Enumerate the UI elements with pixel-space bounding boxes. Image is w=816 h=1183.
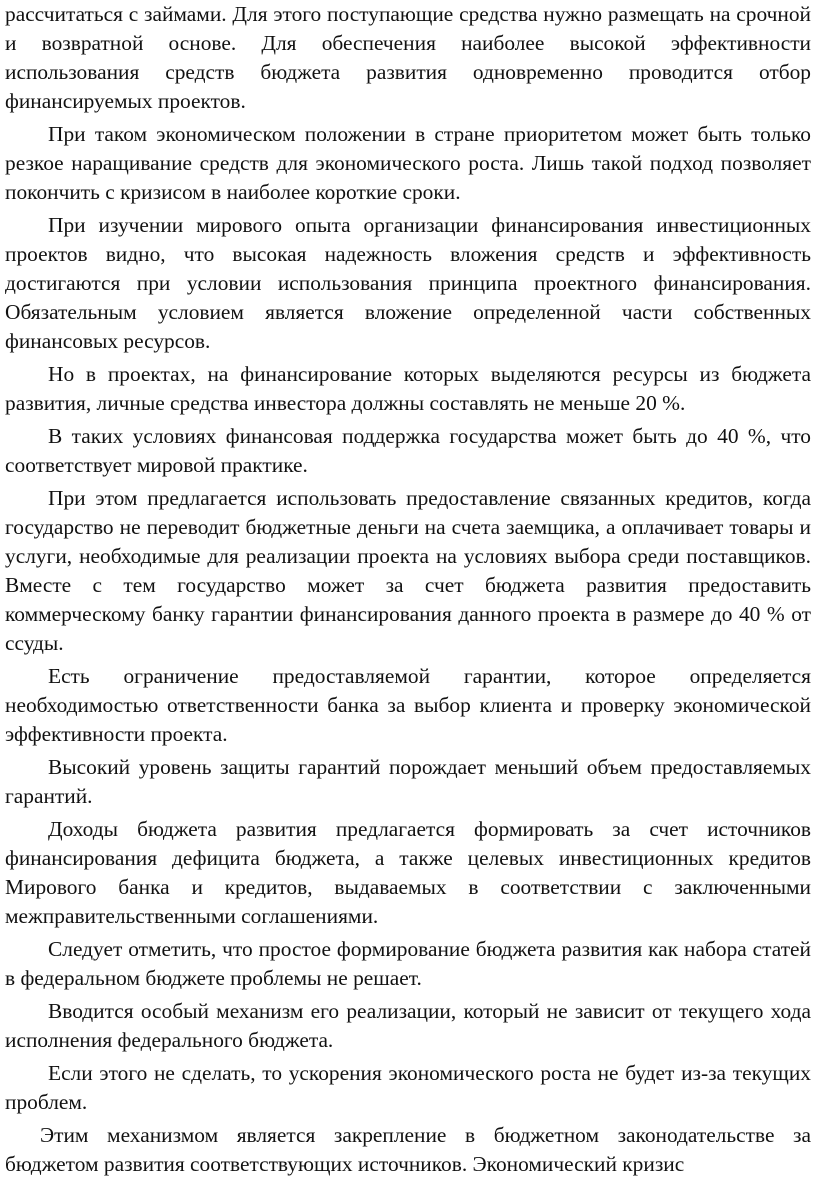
paragraph-11: Вводится особый механизм его реализации, который не зависит от текущего хода исполнения федерального бюджета.: [5, 999, 811, 1052]
paragraph-1: рассчитаться с займами. Для этого поступающие средства нужно размещать на срочной и возвратной основе. Для обеспечения наиболее высокой эффективности использования средств бюджета развития одновременно проводится отбор финансируемых проектов.: [5, 2, 811, 113]
paragraph-2: При таком экономическом положении в стране приоритетом может быть только резкое наращивание средств для экономического роста. Лишь такой подход позволяет покончить с кризисом в наиболее короткие сроки.: [5, 122, 811, 204]
paragraph-4: Но в проектах, на финансирование которых выделяются ресурсы из бюджета развития, личные средства инвестора должны составлять не меньше 20 %.: [5, 362, 811, 415]
paragraph-13: Этим механизмом является закрепление в бюджетном законодательстве за бюджетом развития соответствующих источников. Экономический кризис: [5, 1123, 811, 1176]
paragraph-5: В таких условиях финансовая поддержка государства может быть до 40 %, что соответствует мировой практике.: [5, 424, 811, 477]
paragraph-10: Следует отметить, что простое формирование бюджета развития как набора статей в федеральном бюджете проблемы не решает.: [5, 937, 811, 990]
paragraph-9: Доходы бюджета развития предлагается формировать за счет источников финансирования дефицита бюджета, а также целевых инвестиционных кредитов Мирового банка и кредитов, выдаваемых в соответствии с заключенными межправительственными соглашениями.: [5, 817, 811, 928]
paragraph-7: Есть ограничение предоставляемой гарантии, которое определяется необходимостью ответственности банка за выбор клиента и проверку экономической эффективности проекта.: [5, 664, 811, 746]
paragraph-6: При этом предлагается использовать предоставление связанных кредитов, когда государство не переводит бюджетные деньги на счета заемщика, а оплачивает товары и услуги, необходимые для реализации проекта на условиях выбора среди поставщиков. Вместе с тем государство может за счет бюджета развития предоставить коммерческому банку гарантии финансирования данного проекта в размере до 40 % от ссуды.: [5, 486, 811, 655]
paragraph-12: Если этого не сделать, то ускорения экономического роста не будет из-за текущих проблем.: [5, 1061, 811, 1114]
document-page: [5, 0, 811, 1183]
paragraph-3: При изучении мирового опыта организации финансирования инвестиционных проектов видно, что высокая надежность вложения средств и эффективность достигаются при условии использования принципа проектного финансирования. Обязательным условием является вложение определенной части собственных финансовых ресурсов.: [5, 213, 811, 353]
paragraph-8: Высокий уровень защиты гарантий порождает меньший объем предоставляемых гарантий.: [5, 755, 811, 808]
